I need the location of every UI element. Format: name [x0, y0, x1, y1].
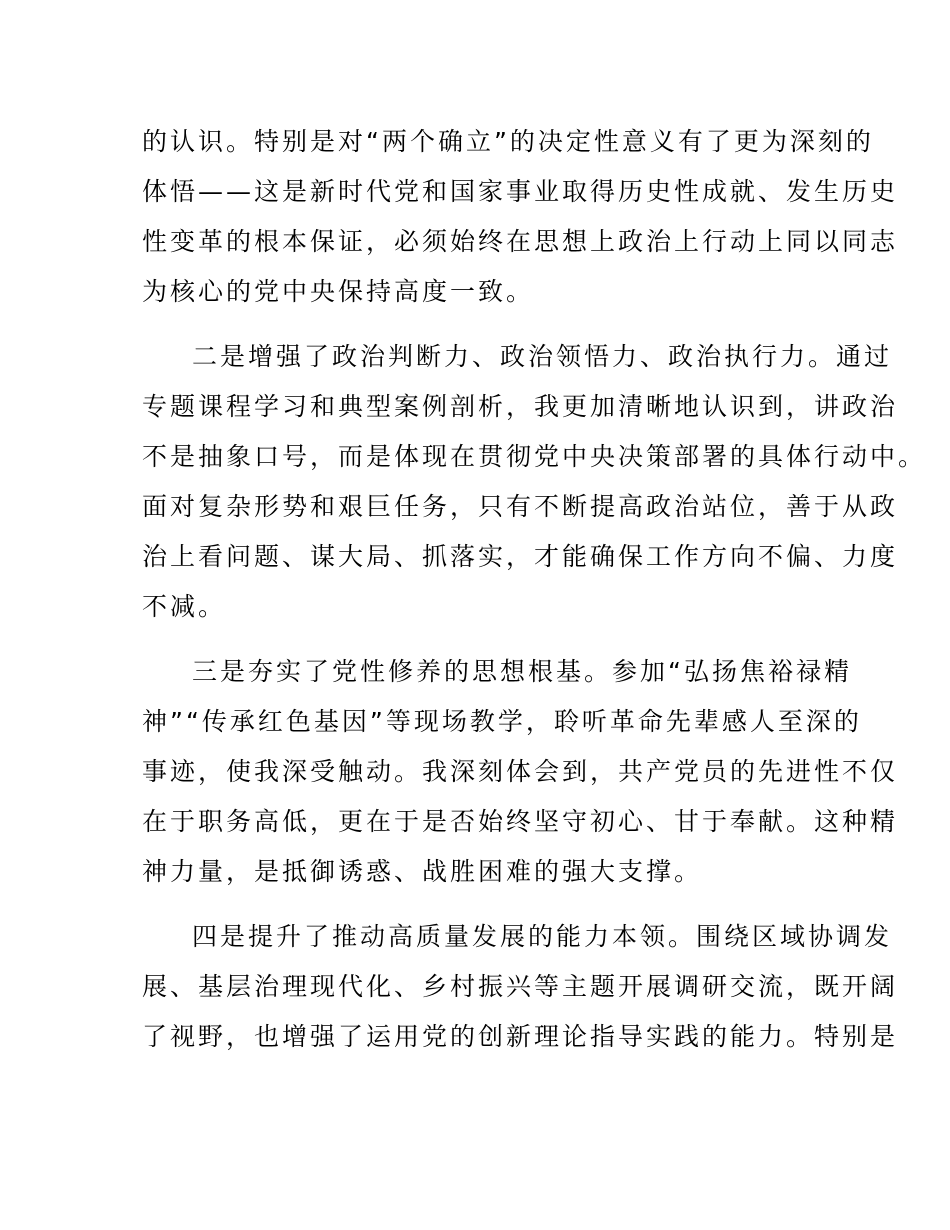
- paragraph-2-line-4: 面对复杂形势和艰巨任务，只有不断提高政治站位，善于从政: [142, 492, 899, 521]
- paragraph-2-line-5: 治上看问题、谋大局、抓落实，才能确保工作方向不偏、力度: [142, 542, 899, 571]
- paragraph-2-line-6: 不减。: [142, 592, 227, 621]
- paragraph-3-line-3: 事迹，使我深受触动。我深刻体会到，共产党员的先进性不仅: [142, 757, 899, 786]
- paragraph-2-line-1: 二是增强了政治判断力、政治领悟力、政治执行力。通过: [192, 342, 893, 371]
- paragraph-4-line-2: 展、基层治理现代化、乡村振兴等主题开展调研交流，既开阔: [142, 972, 899, 1001]
- paragraph-1-line-2: 体悟——这是新时代党和国家事业取得历史性成就、发生历史: [142, 177, 899, 206]
- paragraph-1-line-1: 的认识。特别是对“两个确立”的决定性意义有了更为深刻的: [142, 127, 874, 156]
- paragraph-4-line-1: 四是提升了推动高质量发展的能力本领。围绕区域协调发: [192, 922, 893, 951]
- paragraph-2-line-3: 不是抽象口号，而是体现在贯彻党中央决策部署的具体行动中。: [142, 442, 927, 471]
- paragraph-3-line-5: 神力量，是抵御诱惑、战胜困难的强大支撑。: [142, 857, 703, 886]
- paragraph-4-line-3: 了视野，也增强了运用党的创新理论指导实践的能力。特别是: [142, 1022, 899, 1051]
- paragraph-3-line-2: 神”“传承红色基因”等现场教学，聆听革命先辈感人至深的: [142, 707, 862, 736]
- paragraph-3-line-4: 在于职务高低，更在于是否始终坚守初心、甘于奉献。这种精: [142, 807, 899, 836]
- paragraph-3-line-1: 三是夯实了党性修养的思想根基。参加“弘扬焦裕禄精: [192, 657, 852, 686]
- paragraph-1-line-4: 为核心的党中央保持高度一致。: [142, 277, 535, 306]
- paragraph-1-line-3: 性变革的根本保证，必须始终在思想上政治上行动上同以同志: [142, 227, 899, 256]
- paragraph-2-line-2: 专题课程学习和典型案例剖析，我更加清晰地认识到，讲政治: [142, 392, 899, 421]
